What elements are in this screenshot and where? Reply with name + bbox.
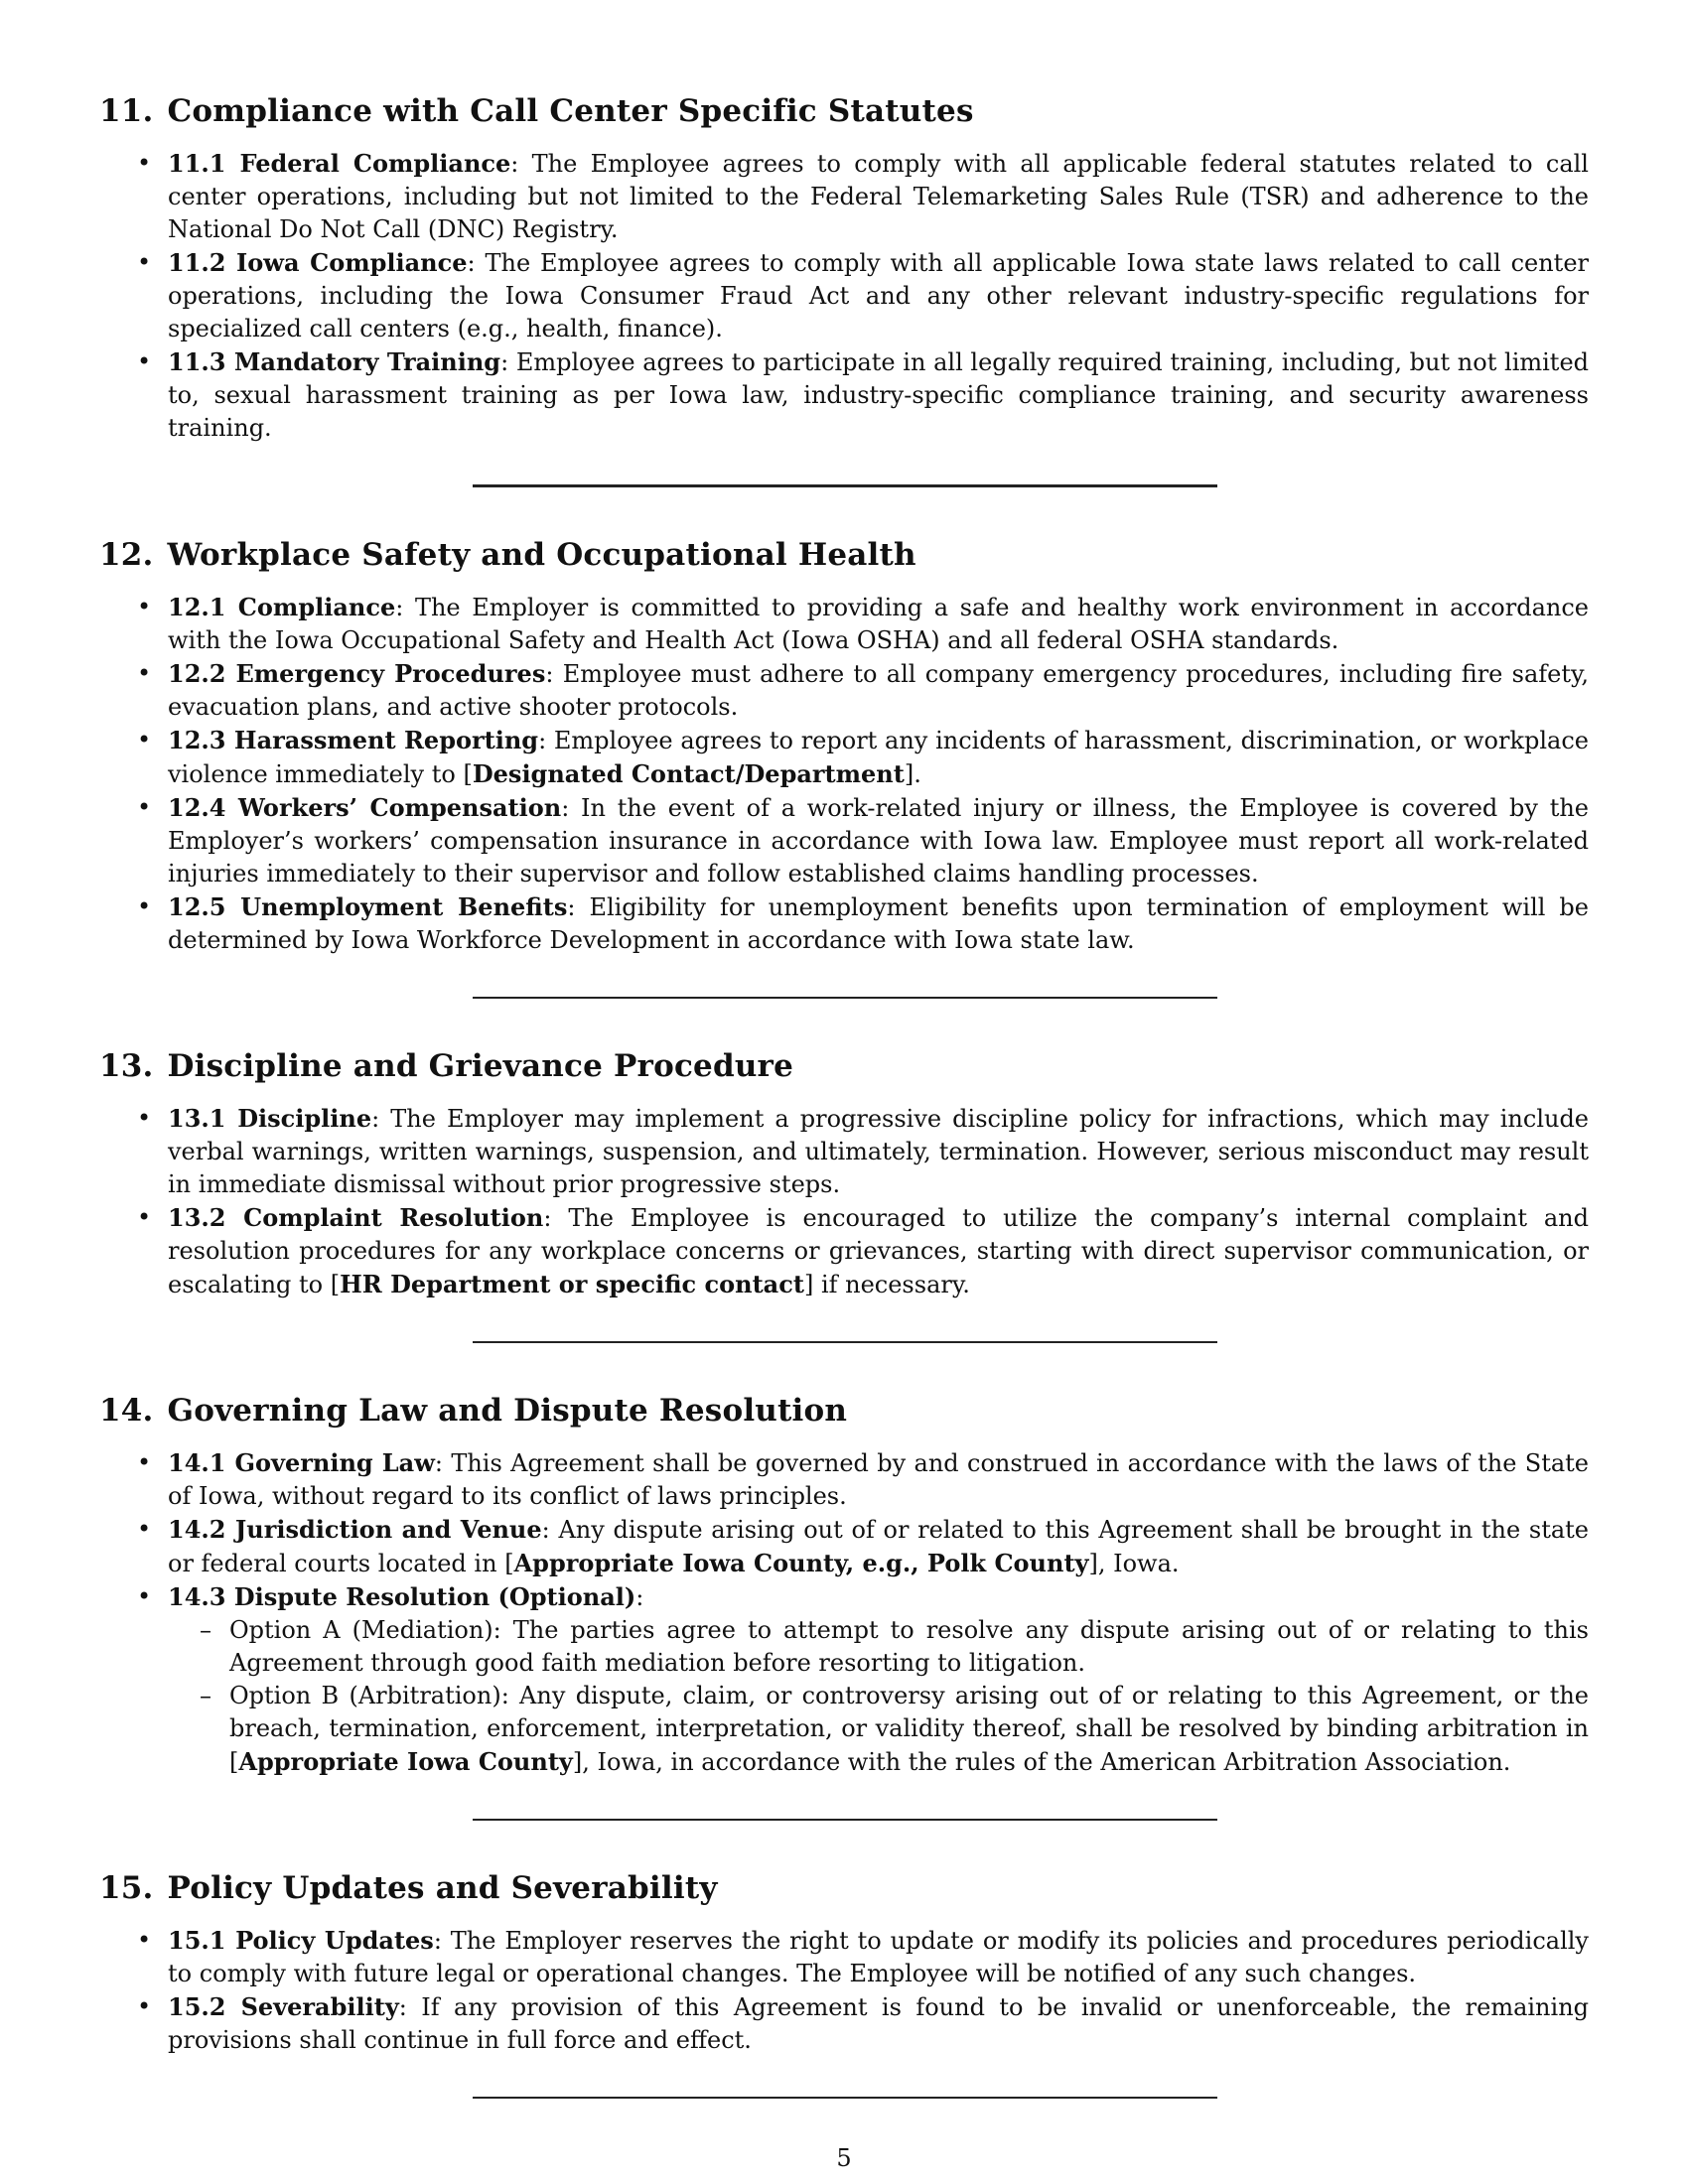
option-list [168,1614,1589,1779]
clause-label: 15.1 Policy Updates [168,1926,434,1955]
clause-list [99,1446,1589,1779]
clause-list [99,1102,1589,1301]
section-divider [473,2097,1217,2099]
section-title: Governing Law and Dispute Resolution [167,1393,848,1429]
clause-text: The Employee agrees to comply with all applicable Iowa state laws related to call center operations, including the Iowa Consumer Fraud Act and any other relevant industry-specific regulations for specialized call centers (e.g., health, finance). [168,249,1589,342]
clause-item: • 11.1 Federal Compliance: The Employee agrees to comply with all applicable federal statutes related to call center operations, including but not limited to the Federal Telemarketing Sales Rule (TSR) and adherence to the National Do Not Call (DNC) Registry. [168,147,1589,246]
section-heading [99,1391,1589,1431]
clause-label: 12.2 Emergency Procedures [168,659,546,688]
clause-label: 11.3 Mandatory Training [168,347,501,376]
section-number: 15. [99,1870,154,1906]
section-number: 13. [99,1048,154,1084]
clause-list [99,591,1589,957]
clause-label: 12.1 Compliance [168,593,396,621]
clause-item: • 15.1 Policy Updates: The Employer reserves the right to update or modify its policies and procedures periodically to comply with future legal or operational changes. The Employee will be notified of any such changes. [168,1924,1589,1990]
clause-text: The Employee is encouraged to utilize the company’s internal complaint and resolution procedures for any workplace concerns or grievances, starting with direct supervisor communication, or escalating to [168,1204,1590,1298]
section-divider [473,1819,1217,1821]
option-item [229,1614,1589,1680]
clause-text: The Employer may implement a progressive discipline policy for infractions, which may include verbal warnings, written warnings, suspension, and ultimately, termination. However, serious misconduct may result in immediate dismissal without prior progressive steps. [168,1105,1590,1198]
section-divider [473,1341,1217,1343]
section-number: 11. [99,93,154,129]
section-15 [99,1868,1589,2057]
option-item: – Option B (Arbitration): Any dispute, claim, or controversy arising out of or relating to this Agreement, or the breach, termination, enforcement, interpretation, or validity thereof, shall be resolved by binding arbitration in [Appropriate Iowa County], Iowa, in accordance with the rules of the American Arbitration Association. [229,1680,1589,1779]
section-divider [473,484,1217,487]
clause-label: 12.4 Workers’ Compensation [168,793,562,822]
clause-item: • 12.2 Emergency Procedures: Employee must adhere to all company emergency procedures, including fire safety, evacuation plans, and active shooter protocols. [168,657,1589,724]
section-heading [99,1046,1589,1086]
section-title: Compliance with Call Center Specific Statutes [167,93,974,129]
section-heading [99,1868,1589,1908]
placeholder-field: Appropriate Iowa County, e.g., Polk County [513,1549,1089,1577]
clause-text: The Employer is committed to providing a safe and healthy work environment in accordance with the Iowa Occupational Safety and Health Act (Iowa OSHA) and all federal OSHA standards. [168,594,1589,654]
clause-suffix: , Iowa. [1097,1550,1180,1577]
section-title: Policy Updates and Severability [167,1870,718,1906]
section-14 [99,1391,1589,1779]
section-12 [99,535,1589,957]
clause-item: • 13.2 Complaint Resolution: The Employee is encouraged to utilize the company’s internal complaint and resolution procedures for any workplace concerns or grievances, starting with direct supervisor communication, or escalating to [HR Department or specific contact] if necessary. [168,1201,1589,1301]
clause-item: • 14.1 Governing Law: This Agreement shall be governed by and construed in accordance with the laws of the State of Iowa, without regard to its conflict of laws principles. [168,1446,1589,1513]
clause-label: 13.2 Complaint Resolution [168,1203,544,1232]
page-number: 5 [836,2144,852,2172]
clause-item: • 11.2 Iowa Compliance: The Employee agrees to comply with all applicable Iowa state laws related to call center operations, including the Iowa Consumer Fraud Act and any other relevant industry-specific regulations for specialized call centers (e.g., health, finance). [168,246,1589,345]
clause-label: 14.1 Governing Law [168,1448,435,1477]
clause-item: • 12.5 Unemployment Benefits: Eligibility for unemployment benefits upon termination of employment will be determined by Iowa Workforce Development in accordance with Iowa state law. [168,890,1589,957]
clause-item: • 14.2 Jurisdiction and Venue: Any dispute arising out of or related to this Agreement shall be brought in the state or federal courts located in [Appropriate Iowa County, e.g., Polk County], Iowa. [168,1513,1589,1580]
clause-text: If any provision of this Agreement is found to be invalid or unenforceable, the remaining provisions shall continue in full force and effect. [168,1993,1590,2054]
placeholder-field: HR Department or specific contact [340,1270,804,1298]
section-number: 14. [99,1393,154,1429]
clause-item: • 12.1 Compliance: The Employer is committed to providing a safe and healthy work environment in accordance with the Iowa Occupational Safety and Health Act (Iowa OSHA) and all federal OSHA standards. [168,591,1589,657]
section-heading [99,535,1589,575]
document-page [99,91,1589,2099]
option-suffix: , Iowa, in accordance with the rules of the American Arbitration Association. [582,1748,1511,1776]
clause-list [99,1924,1589,2057]
option-text: Option A (Mediation): The parties agree to attempt to resolve any dispute arising out of or relating to this Agreement through good faith mediation before resorting to litigation. [229,1616,1589,1677]
option-text: Option B (Arbitration): Any dispute, claim, or controversy arising out of or relating to this Agreement, or the breach, termination, enforcement, interpretation, or validity thereof, shall be resolved by binding arbitration in [229,1682,1589,1742]
clause-list [99,147,1589,445]
clause-label: 11.2 Iowa Compliance [168,248,468,277]
clause-label: 11.1 Federal Compliance [168,149,511,178]
clause-text: The Employee agrees to comply with all applicable federal statutes related to call center operations, including but not limited to the Federal Telemarketing Sales Rule (TSR) and adherence to the National Do Not Call (DNC) Registry. [168,150,1589,243]
clause-text: Employee agrees to report any incidents of harassment, discrimination, or workplace violence immediately to [168,727,1589,788]
clause-label: 15.2 Severability [168,1992,399,2021]
clause-text: Employee must adhere to all company emergency procedures, including fire safety, evacuation plans, and active shooter protocols. [168,660,1590,721]
placeholder-field: Appropriate Iowa County [238,1747,573,1776]
section-heading [99,91,1589,131]
section-title: Workplace Safety and Occupational Health [167,537,916,573]
placeholder-field: Designated Contact/Department [472,759,905,788]
clause-text: In the event of a work-related injury or illness, the Employee is covered by the Employer’s workers’ compensation insurance in accordance with Iowa law. Employee must report all work-related injuries immediately to their supervisor and follow established claims handling processes. [168,794,1589,887]
clause-item: • 15.2 Severability: If any provision of this Agreement is found to be invalid or unenforceable, the remaining provisions shall continue in full force and effect. [168,1990,1589,2057]
clause-label: 12.3 Harassment Reporting [168,726,539,754]
section-11 [99,91,1589,445]
clause-text: Employee agrees to participate in all legally required training, including, but not limited to, sexual harassment training as per Iowa law, industry-specific compliance training, and security awareness training. [168,348,1590,442]
section-13 [99,1046,1589,1301]
clause-text: Any dispute arising out of or related to this Agreement shall be brought in the state or federal courts located in [168,1516,1589,1577]
section-title: Discipline and Grievance Procedure [167,1048,794,1084]
clause-item: • 14.3 Dispute Resolution (Optional): – Option A (Mediation): The parties agree to attempt to resolve any dispute arising out of or relating to this Agreement through good faith mediation before resorting to litigation. – Option B (Arbitration): Any dispute, claim, or controversy arising out of or relating to this Agreement, or the breach, termination, enforcement, interpretation, or validity thereof, shall be resolved by binding arbitration in [Appropriate Iowa County], Iowa, in accordance with the rules of the American Arbitration Association. [168,1580,1589,1779]
clause-suffix: . [914,760,921,788]
section-divider [473,997,1217,999]
clause-text: The Employer reserves the right to update or modify its policies and procedures periodically to comply with future legal or operational changes. The Employee will be notified of any such changes. [168,1927,1589,1987]
clause-text: This Agreement shall be governed by and construed in accordance with the laws of the State of Iowa, without regard to its conflict of laws principles. [168,1449,1589,1510]
clause-label: 14.3 Dispute Resolution (Optional) [168,1582,636,1611]
clause-item: • 13.1 Discipline: The Employer may implement a progressive discipline policy for infractions, which may include verbal warnings, written warnings, suspension, and ultimately, termination. However, serious misconduct may result in immediate dismissal without prior progressive steps. [168,1102,1589,1201]
clause-item: • 12.3 Harassment Reporting: Employee agrees to report any incidents of harassment, discrimination, or workplace violence immediately to [Designated Contact/Department]. [168,724,1589,791]
clause-item: • 12.4 Workers’ Compensation: In the event of a work-related injury or illness, the Employee is covered by the Employer’s workers’ compensation insurance in accordance with Iowa law. Employee must report all work-related injuries immediately to their supervisor and follow established claims handling processes. [168,791,1589,890]
clause-label: 14.2 Jurisdiction and Venue [168,1515,542,1544]
section-number: 12. [99,537,154,573]
clause-item: • 11.3 Mandatory Training: Employee agrees to participate in all legally required training, including, but not limited to, sexual harassment training as per Iowa law, industry-specific compliance training, and security awareness training. [168,345,1589,445]
clause-label: 13.1 Discipline [168,1104,372,1133]
clause-suffix: if necessary. [813,1271,970,1298]
clause-label: 12.5 Unemployment Benefits [168,892,568,921]
clause-text: Eligibility for unemployment benefits upon termination of employment will be determined by Iowa Workforce Development in accordance with Iowa state law. [168,893,1589,954]
